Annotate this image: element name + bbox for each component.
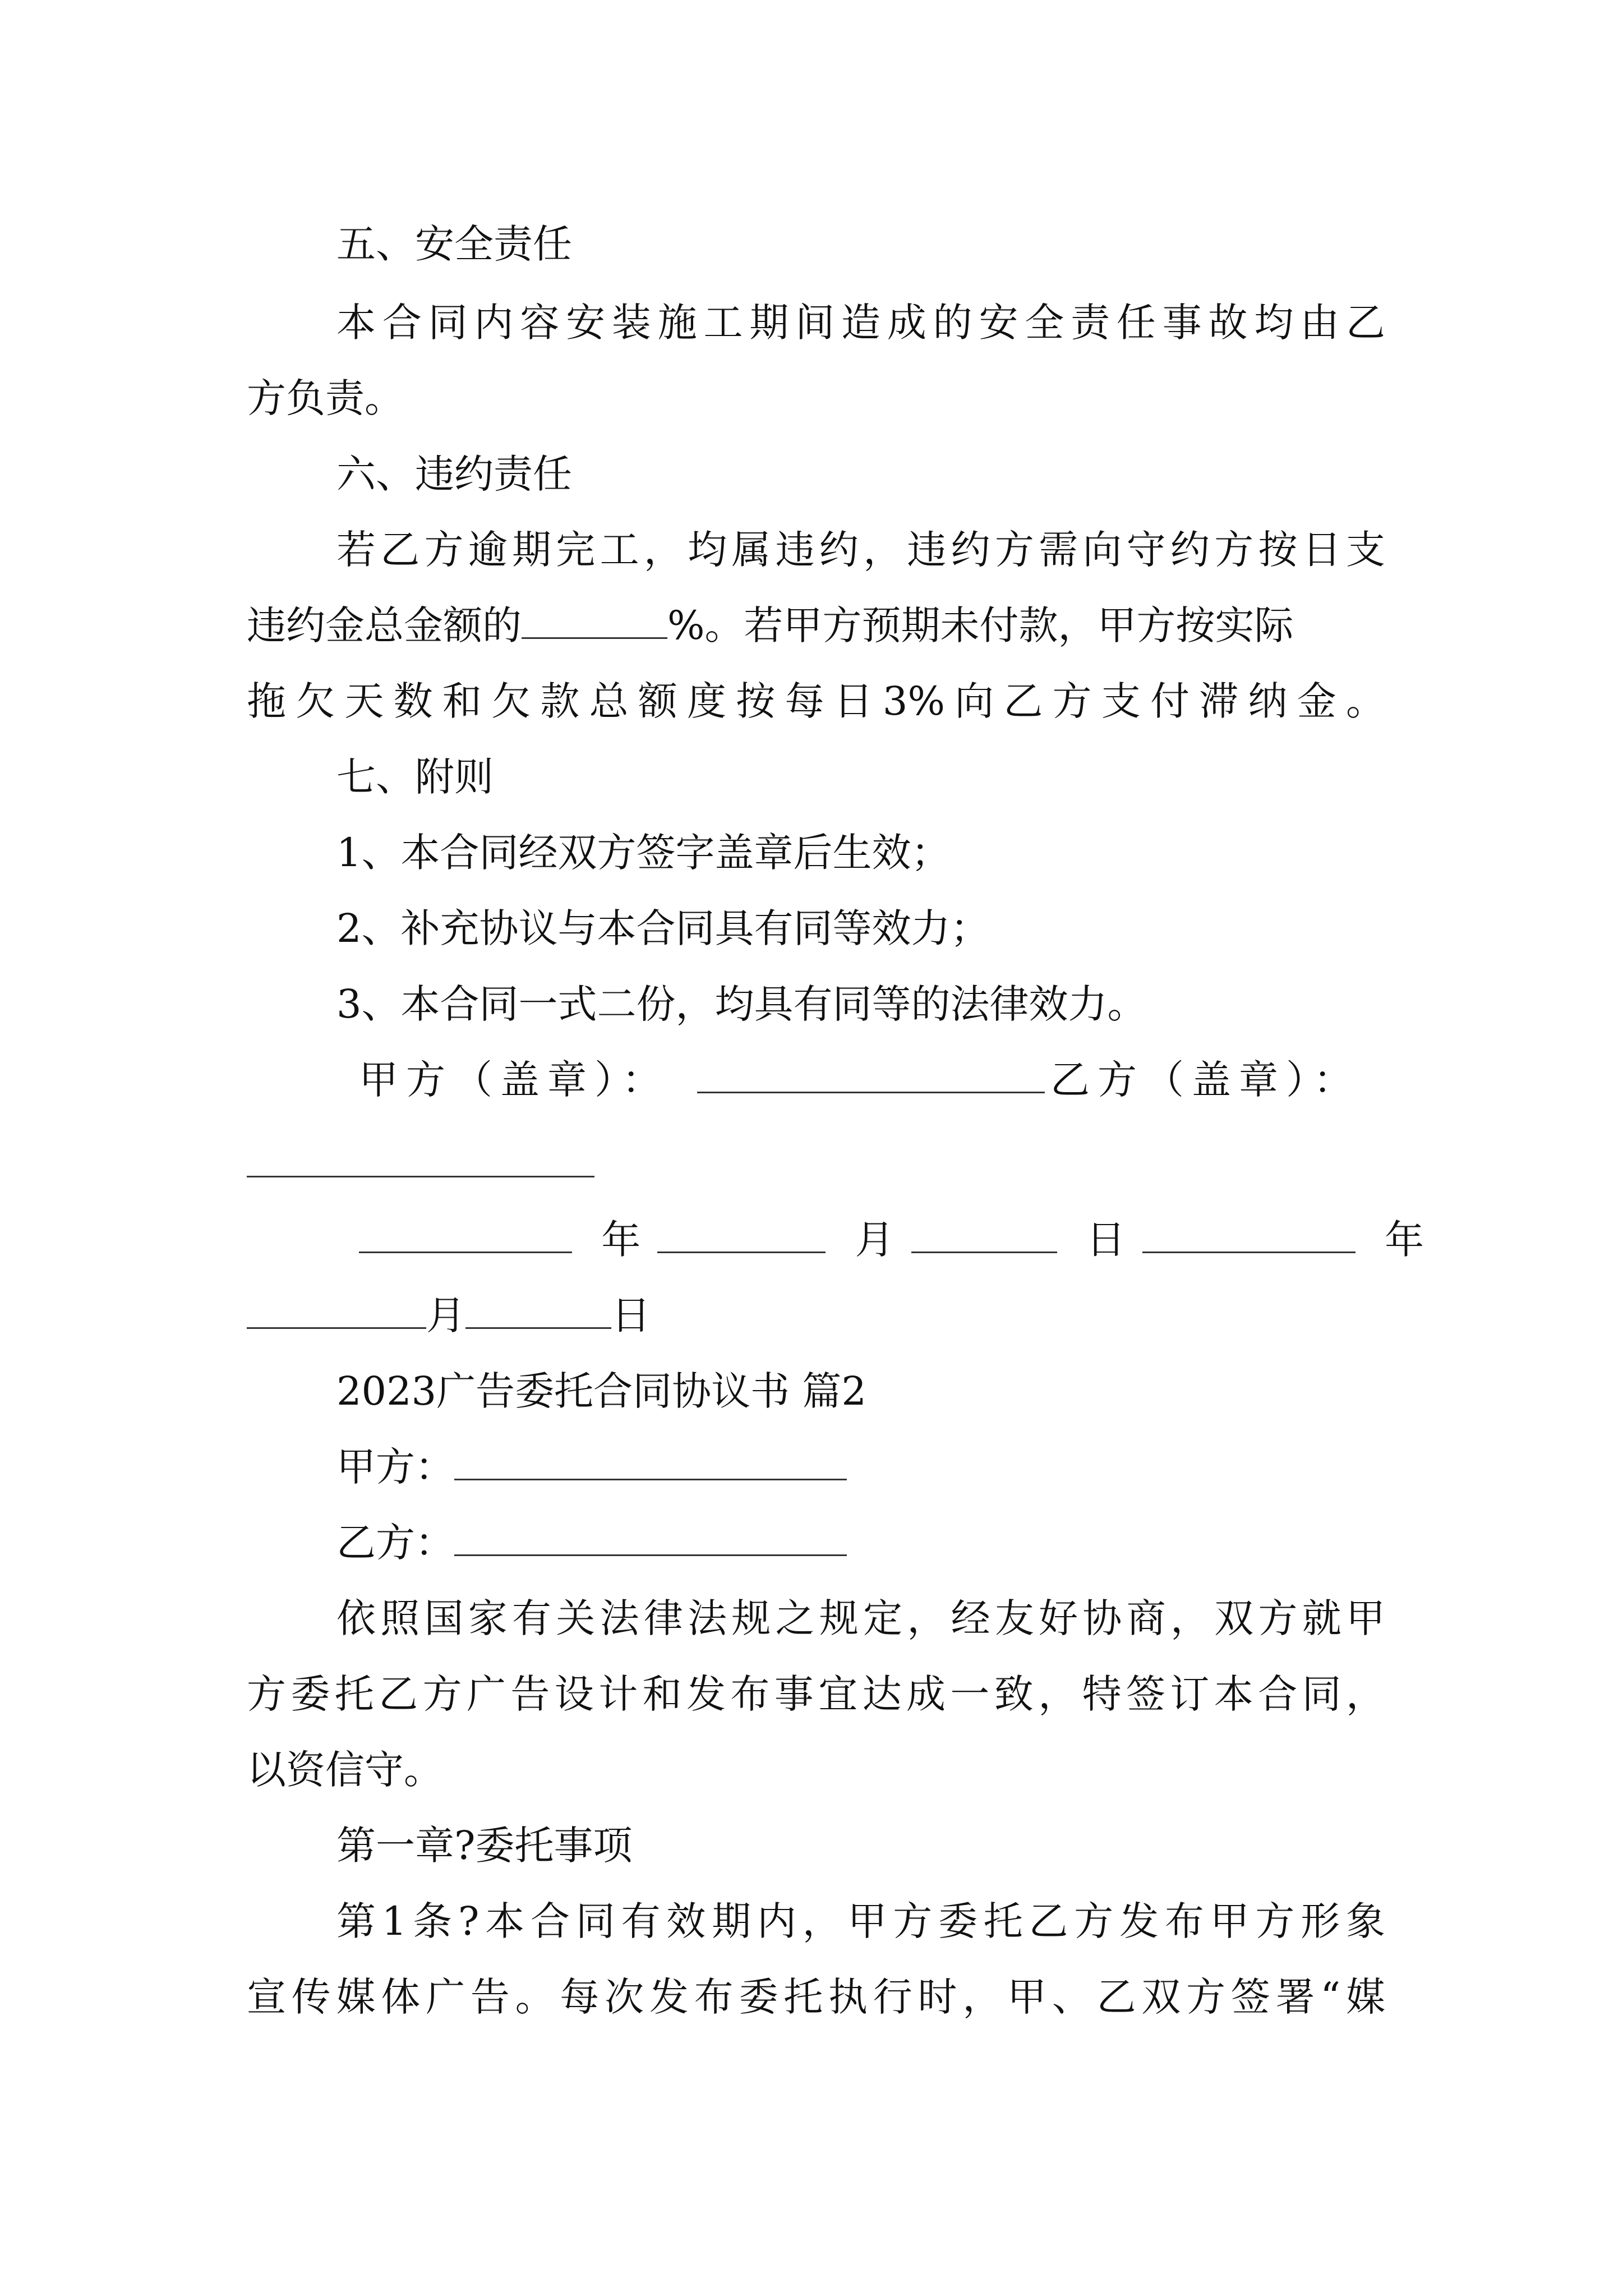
party-a-month-label: 月 [855, 1217, 895, 1263]
contract-2-article-1-line-2: 宣传媒体广告。每次发布委托执行时，甲、乙双方签署“媒 [247, 1974, 1385, 2020]
party-b-day-blank [465, 1290, 611, 1329]
contract-2-party-b-blank [454, 1517, 847, 1556]
contract-2-article-1-line-1: 第1条?本合同有效期内，甲方委托乙方发布甲方形象 [336, 1898, 1385, 1944]
breach-body-line-2-part-b: %。若甲方预期未付款，甲方按实际 [667, 602, 1294, 648]
appendix-item-1: 1、本合同经双方签字盖章后生效； [336, 830, 951, 876]
safety-body-line-1: 本合同内容安装施工期间造成的安全责任事故均由乙 [336, 300, 1385, 346]
party-a-day-blank [911, 1214, 1057, 1253]
party-a-seal-blank [697, 1055, 1045, 1093]
signature-parties-line [359, 1055, 1391, 1105]
contract-2-intro-line-1: 依照国家有关法律法规之规定，经友好协商，双方就甲 [336, 1595, 1385, 1641]
breach-body-line-3: 拖欠天数和欠款总额度按每日3%向乙方支付滞纳金。 [247, 678, 1385, 724]
party-b-year-blank [1142, 1214, 1355, 1253]
breach-body-line-2 [247, 600, 1385, 651]
party-a-year-label: 年 [601, 1217, 641, 1263]
contract-2-intro-line-2: 方委托乙方广告设计和发布事宜达成一致，特签订本合同， [247, 1671, 1385, 1717]
party-a-month-blank [657, 1214, 826, 1253]
breach-body-line-1: 若乙方逾期完工，均属违约，违约方需向守约方按日支 [336, 527, 1385, 573]
contract-2-title: 2023广告委托合同协议书 篇2 [336, 1368, 866, 1414]
section-heading-breach: 六、违约责任 [336, 451, 572, 497]
section-heading-safety: 五、安全责任 [336, 221, 572, 267]
contract-2-party-a-label: 甲方： [336, 1444, 454, 1490]
contract-2-party-a-line [336, 1442, 1385, 1492]
penalty-rate-blank [522, 600, 667, 639]
party-a-year-blank [359, 1214, 572, 1253]
appendix-item-2: 2、补充协议与本合同具有同等效力； [336, 905, 990, 951]
party-b-seal-blank [247, 1139, 594, 1177]
contract-2-party-b-line [336, 1517, 1385, 1568]
party-b-month-blank [247, 1290, 426, 1329]
party-b-month-label: 月 [426, 1292, 465, 1338]
party-b-day-label: 日 [611, 1292, 651, 1338]
section-heading-appendix: 七、附则 [336, 754, 494, 800]
party-b-date-line [247, 1290, 1385, 1341]
contract-2-chapter-1-heading: 第一章?委托事项 [336, 1823, 633, 1869]
breach-body-line-2-part-a: 违约金总金额的 [247, 602, 522, 648]
contract-2-party-a-blank [454, 1442, 847, 1480]
appendix-item-3: 3、本合同一式二份，均具有同等的法律效力。 [336, 981, 1147, 1027]
party-b-year-label: 年 [1385, 1217, 1424, 1263]
safety-body-line-2: 方负责。 [247, 375, 404, 421]
party-a-seal-label: 甲方（盖章）： [359, 1057, 669, 1103]
signature-date-line [359, 1214, 1424, 1265]
party-b-seal-label: 乙方（盖章）： [1050, 1057, 1361, 1103]
party-b-seal-line [247, 1139, 1385, 1189]
contract-2-party-b-label: 乙方： [336, 1520, 454, 1566]
party-a-day-label: 日 [1086, 1217, 1126, 1263]
contract-2-intro-line-3: 以资信守。 [247, 1747, 443, 1793]
